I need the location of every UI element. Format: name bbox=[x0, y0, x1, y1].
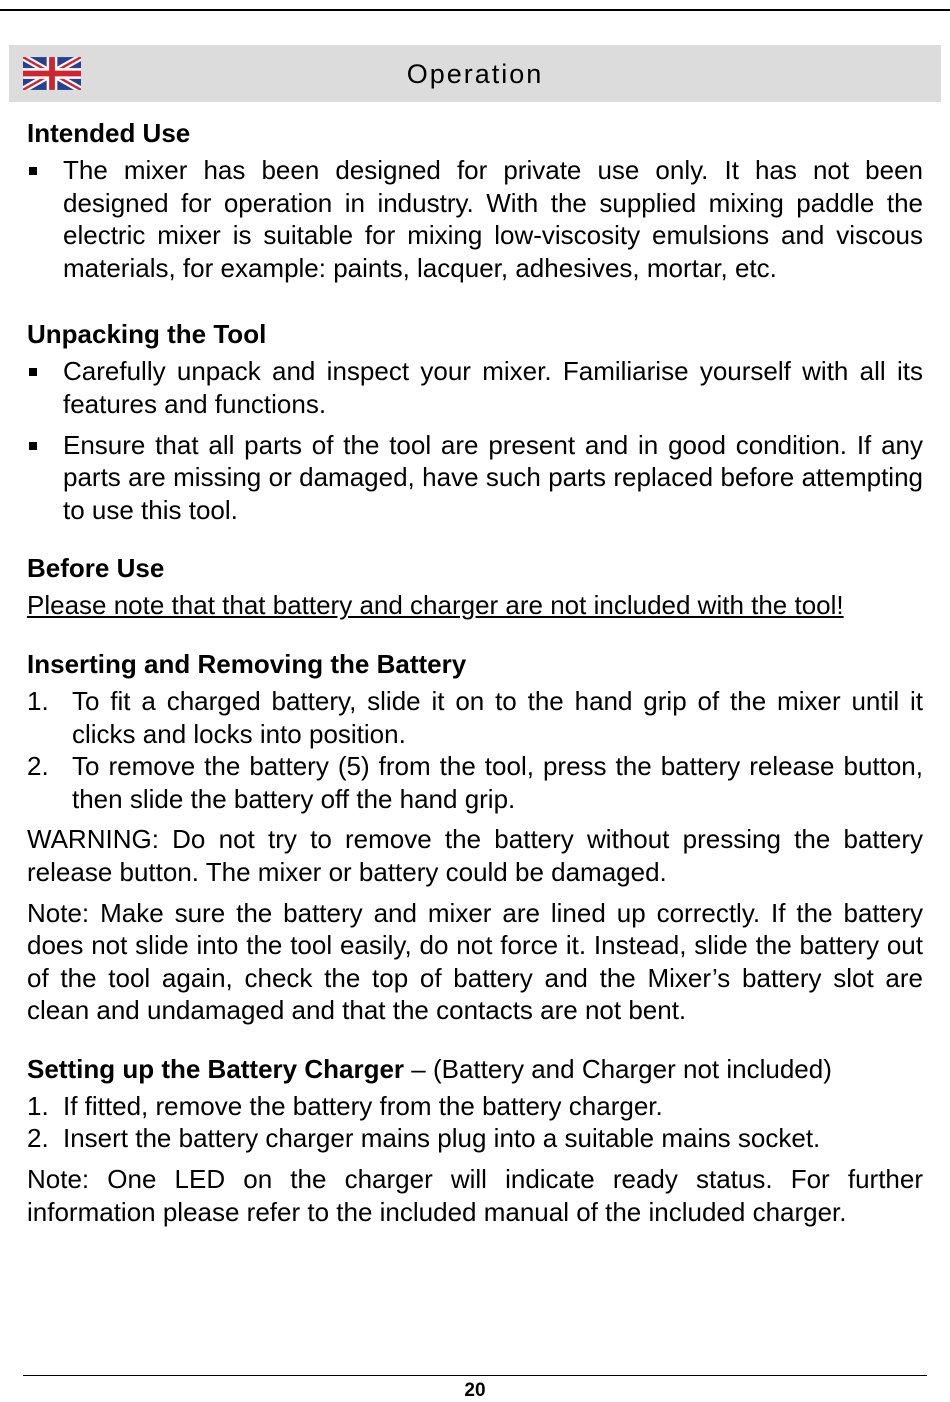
list-item: The mixer has been designed for private use only. It has not been designed for operation in industry. With the supplied mixing paddle the electric mixer is suitable for mixing low-viscosity emulsions and viscous materials, for example: paints, lacquer, adhesives, mortar, etc. bbox=[27, 154, 923, 284]
charger-steps bbox=[27, 1090, 923, 1155]
list-item: 2. To remove the battery (5) from the tool, press the battery release button, then slide the battery off the hand grip. bbox=[27, 751, 923, 814]
battery-warning: WARNING: Do not try to remove the battery without pressing the battery release button. The mixer or battery could be damaged. bbox=[27, 824, 923, 887]
charger-note: Note: One LED on the charger will indicate ready status. For further information please refer to the included manual of the included charger. bbox=[27, 1164, 923, 1227]
list-item: Carefully unpack and inspect your mixer. Familiarise yourself with all its features and functions. bbox=[27, 355, 923, 420]
heading-charger: Setting up the Battery Charger – (Battery and Charger not included) bbox=[27, 1053, 832, 1084]
battery-steps bbox=[27, 685, 923, 815]
list-item: 1. To fit a charged battery, slide it on to the hand grip of the mixer until it clicks and locks into position. bbox=[27, 685, 923, 749]
list-item: 1. If fitted, remove the battery from the battery charger. bbox=[27, 1090, 663, 1121]
top-rule bbox=[0, 9, 950, 11]
section-banner bbox=[9, 45, 941, 102]
bullet-square-icon bbox=[29, 368, 37, 376]
heading-unpacking: Unpacking the Tool bbox=[27, 319, 267, 350]
heading-battery: Inserting and Removing the Battery bbox=[27, 648, 467, 679]
document-body bbox=[27, 112, 923, 1228]
unpacking-list bbox=[27, 355, 923, 526]
heading-intended-use: Intended Use bbox=[27, 118, 191, 148]
heading-before-use: Before Use bbox=[27, 553, 165, 584]
bullet-square-icon bbox=[29, 442, 37, 450]
bullet-square-icon bbox=[29, 167, 37, 175]
list-item: 2. Insert the battery charger mains plug into a suitable mains socket. bbox=[27, 1123, 821, 1154]
intended-use-list bbox=[27, 154, 923, 284]
battery-note: Note: Make sure the battery and mixer are lined up correctly. If the battery does not slide into the tool easily, do not force it. Instead, slide the battery out of the tool again, check the top of battery and the Mixer’s battery slot are clean and undamaged and that the contacts are not bent. bbox=[27, 897, 923, 1026]
bottom-rule bbox=[23, 1375, 927, 1376]
before-use-note: Please note that that battery and charger are not included with the tool! bbox=[27, 590, 844, 621]
page-number: 20 bbox=[464, 1380, 486, 1401]
page-title: Operation bbox=[406, 59, 544, 89]
list-item: Ensure that all parts of the tool are present and in good condition. If any parts are missing or damaged, have such parts replaced before attempting to use this tool. bbox=[27, 429, 923, 527]
